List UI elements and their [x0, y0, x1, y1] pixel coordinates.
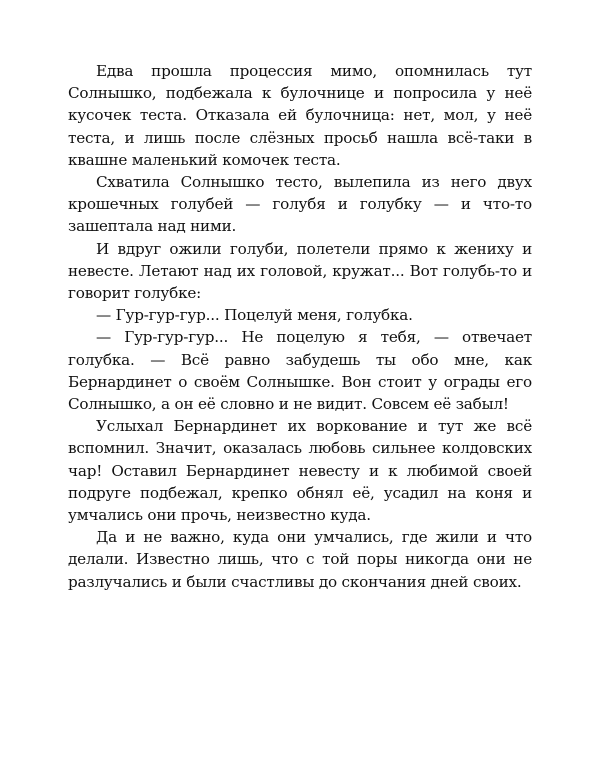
paragraph-6: Услыхал Бернардинет их воркование и тут же всё вспомнил. Значит, оказалась любовь сильнее колдовских чар! Оставил Бернардинет невесту и к любимой своей подруге подбежал, крепко обнял её, усадил на коня и умчались они прочь, неизвестно куда. — [68, 417, 532, 525]
page-text — [68, 60, 532, 593]
paragraph-7: Да и не важно, куда они умчались, где жили и что делали. Известно лишь, что с той поры никогда они не разлучались и были счастливы до скончания дней своих. — [68, 528, 532, 591]
paragraph-2: Схватила Солнышко тесто, вылепила из него двух крошечных голубей — голубя и голубку — и что-то зашептала над ними. — [68, 173, 532, 236]
paragraph-1: Едва прошла процессия мимо, опомнилась тут Солнышко, подбежала к булочнице и попросила у неё кусочек теста. Отказала ей булочница: нет, мол, у неё теста, и лишь после слёзных просьб нашла всё-таки в квашне маленький комочек теста. — [68, 62, 532, 169]
paragraph-3: И вдруг ожили голуби, полетели прямо к жениху и невесте. Летают над их головой, кружат... Вот голубь-то и говорит голубке: — [68, 239, 532, 303]
paragraph-5-dialogue: — Гур-гур-гур... Не поцелую я тебя, — отвечает голубка. — Всё равно забудешь ты обо мне, как Бернардинет о своём Солнышке. Вон стоит у ограды его Солнышко, а он её словно и не видит. Совсем её забыл! — [68, 328, 532, 414]
paragraph-4-dialogue: — Гур-гур-гур... Поцелуй меня, голубка. — [96, 306, 413, 325]
